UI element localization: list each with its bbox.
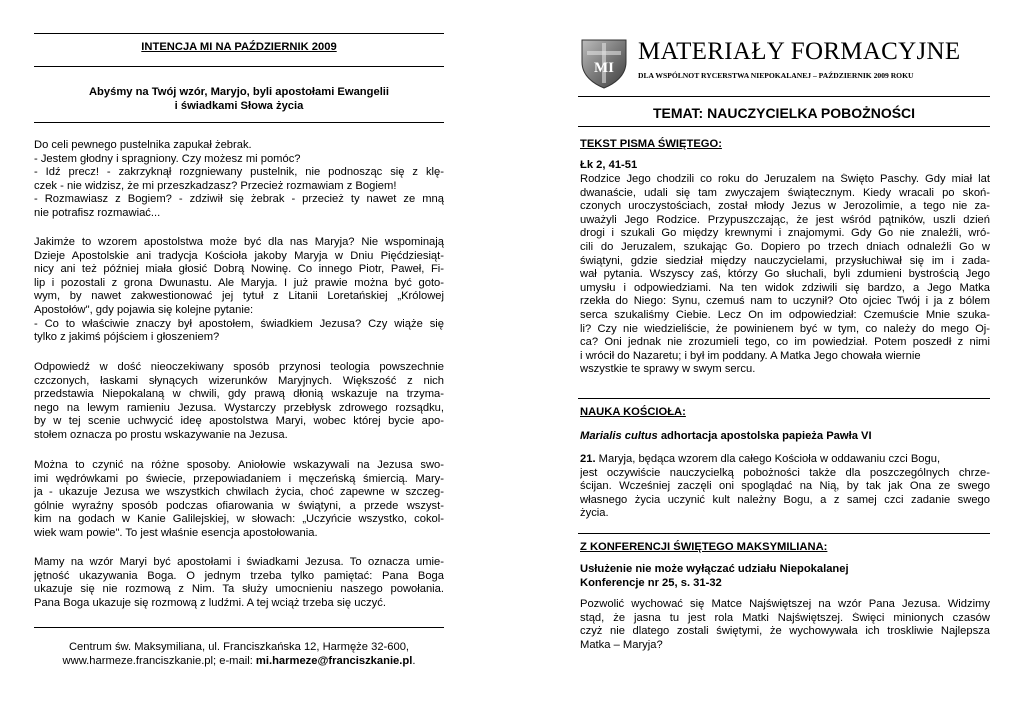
footer-email: mi.harmeze@franciszkanie.pl [255,654,413,667]
paragraph-5: Mamy na wzór Maryi być apostołami i świadkami Jezusa. To oznacza umie- jętność ukazywania Boga. O jednym trzeba tylko pamiętać: Pana Boga ukazuje się nie rozmową z Nim. Ta służy umocnieniu naszego powołania. Pana Boga ukazuje się rozmową z ludźmi. A tej wciąż trzeba się uczyć. [34,556,444,609]
paragraph-4: Można to czynić na różne sposoby. Aniołowie wskazywali na Jezusa swo- imi wędrówkami po świecie, przepowiadaniem i męczeńską śmiercią. Mary- ja - ukazuje Jezusa we wszystkich chwilach życia, choć zapewne w szczeg- gólnie wyraźny sposób podczas ofiarowania w świątyni, a przede wszyst- kim na godach w Kanie Galilejskiej, w słowach: „Uczyńcie wszystko, cokol- wiek wam powie". To jest właśnie esencja apostołowania. [34,459,444,539]
scripture-heading: TEKST PISMA ŚWIĘTEGO: [580,138,722,150]
conference-title: Usłużenie nie może wyłączać udziału Niepokalanej Konferencje nr 25, s. 31-32 [580,563,849,589]
footer-address: Centrum św. Maksymiliana, ul. Franciszkańska 12, Harmęże 32-600, [68,641,410,653]
svg-text:MI: MI [594,60,614,76]
page-subtitle: DLA WSPÓLNOT RYCERSTWA NIEPOKALANEJ – PAŹDZIERNIK 2009 ROKU [638,71,914,80]
church-text: 21. Maryja, będąca wzorem dla całego Kościoła w oddawaniu czci Bogu, jest oczywiście nauczycielką pobożności także dla poszczególnych chrze- ścijan. Wcześniej zaczęli oni spoglądać na Nią, by tak jak Ona ze swego własnego życia uczynić kult należny Bogu, a z samej czci zadanie swego życia. [580,453,990,520]
paragraph-3: Odpowiedź w dość nieoczekiwany sposób przynosi teologia powszechnie czczonych, łaskami słynących wizerunków Maryjnych. Większość z nich przedstawia Niepokalaną w chwili, gdy prawą dłonią wskazuje na trzyma- nego na lewym ramieniu Jezusa. Wystarczy przebłysk zdrowego rozsądku, by w tej scenie uchwycić ideę apostolstwa Maryi, wobec której bycie apo- stołem oznacza po prostu wskazywanie na Jezusa. [34,361,444,441]
church-rule [578,398,990,399]
church-heading: NAUKA KOŚCIOŁA: [580,406,686,418]
top-rule [34,33,444,34]
topic-title: TEMAT: NAUCZYCIELKA POBOŻNOŚCI [652,105,916,121]
footer-rule [34,627,444,628]
conference-rule [578,533,990,534]
mi-logo [578,36,630,90]
topic-rule [578,126,990,127]
paragraph-1: Do celi pewnego pustelnika zapukał żebrak. - Jestem głodny i spragniony. Czy możesz mi pomóc? - Idź precz! - zakrzyknął rozgniewany pustelnik, nie podnosząc się z klę- czek - nie widzisz, że mi przeszkadzasz? Przecież rozmawiam z Bogiem! - Rozmawiasz z Bogiem? - zdziwił się żebrak - przecież ty nawet ze mną nie potrafisz rozmawiać... [34,139,444,219]
conference-text: Pozwolić wychować się Matce Najświętszej na wzór Pana Jezusa. Widzimy stąd, że jasna tu jest rola Matki Najświętszej. Święci minionych czasów czyż nie dlatego zostali świętymi, że wychowywała ich troskliwie Najlepsza Matka – Maryja? [580,598,990,651]
paragraph-2: Jakimże to wzorem apostolstwa może być dla nas Maryja? Nie wspominają Dzieje Apostolskie ani tradycja Kościoła jakoby Maryja w Dniu Pięćdziesiąt- nicy ani też później miała głosić Dobrą Nowinę. Co innego Piotr, Paweł, Fi- lip i pozostali z grona Dwunastu. Ale Maryja. I już prawie można być goto- wym, by nawet zakwestionować jej tytuł z Litanii Loretańskiej „Królowej Apostołów", gdy pojawia się kolejne pytanie: - Co to właściwie znaczy był apostołem, świadkiem Jezusa? Czy wiąże się tylko z jakimś pójściem i głoszeniem? [34,236,444,344]
footer: Centrum św. Maksymiliana, ul. Franciszkańska 12, Harmęże 32-600, www.harmeze.franciszkanie.pl; e-mail: mi.harmeze@franciszkanie.pl. [34,641,444,668]
scripture-text: Rodzice Jego chodzili co roku do Jeruzalem na Święto Paschy. Gdy miał lat dwanaście, udali się tam zwyczajem świątecznym. Kiedy wracali po skoń- czonych uroczystościach, został młody Jezus w Jerozolimie, a tego nie za- uważyli Jego Rodzice. Przypuszczając, że jest wśród pątników, uszli dzień drogi i szukali Go między krewnymi i znajomymi. Gdy Go nie znaleźli, wró- cili do Jeruzalem, szukając Go. Dopiero po trzech dniach odnaleźli Go w świątyni, gdzie siedział między nauczycielami, przysłuchiwał się im i zada- wał pytania. Wszyscy zaś, którzy Go słuchali, byli zdumieni bystrością Jego umysłu i odpowiedziami. Na ten widok zdziwili się bardzo, a Jego Matka rzekła do Niego: Synu, czemuś nam to uczynił? Oto ojciec Twój i ja z bólem serca szukaliśmy Ciebie. Lecz On im odpowiedział: Czemuście Mnie szuka- li? Czy nie wiedzieliście, że powinienem być w tym, co należy do mego Oj- ca? Oni jednak nie zrozumieli tego, co im powiedział. Potem poszedł z nimi i wrócił do Nazaretu; i był im poddany. A Matka Jego chowała wiernie wszystkie te sprawy w swym sercu. [580,173,990,376]
conference-heading: Z KONFERENCJI ŚWIĘTEGO MAKSYMILIANA: [580,541,828,553]
intention-title: INTENCJA MI NA PAŹDZIERNIK 2009 [141,41,337,53]
page-title: MATERIAŁY FORMACYJNE [638,38,961,65]
intention-rule [34,122,444,123]
intention-text: Abyśmy na Twój wzór, Maryjo, byli apostołami Ewangelii i świadkami Słowa życia [88,86,390,112]
scripture-reference: Łk 2, 41-51 [580,159,638,171]
church-source: Marialis cultus adhortacja apostolska papieża Pawła VI [580,430,872,442]
title-rule [34,66,444,67]
header-rule [578,96,990,97]
